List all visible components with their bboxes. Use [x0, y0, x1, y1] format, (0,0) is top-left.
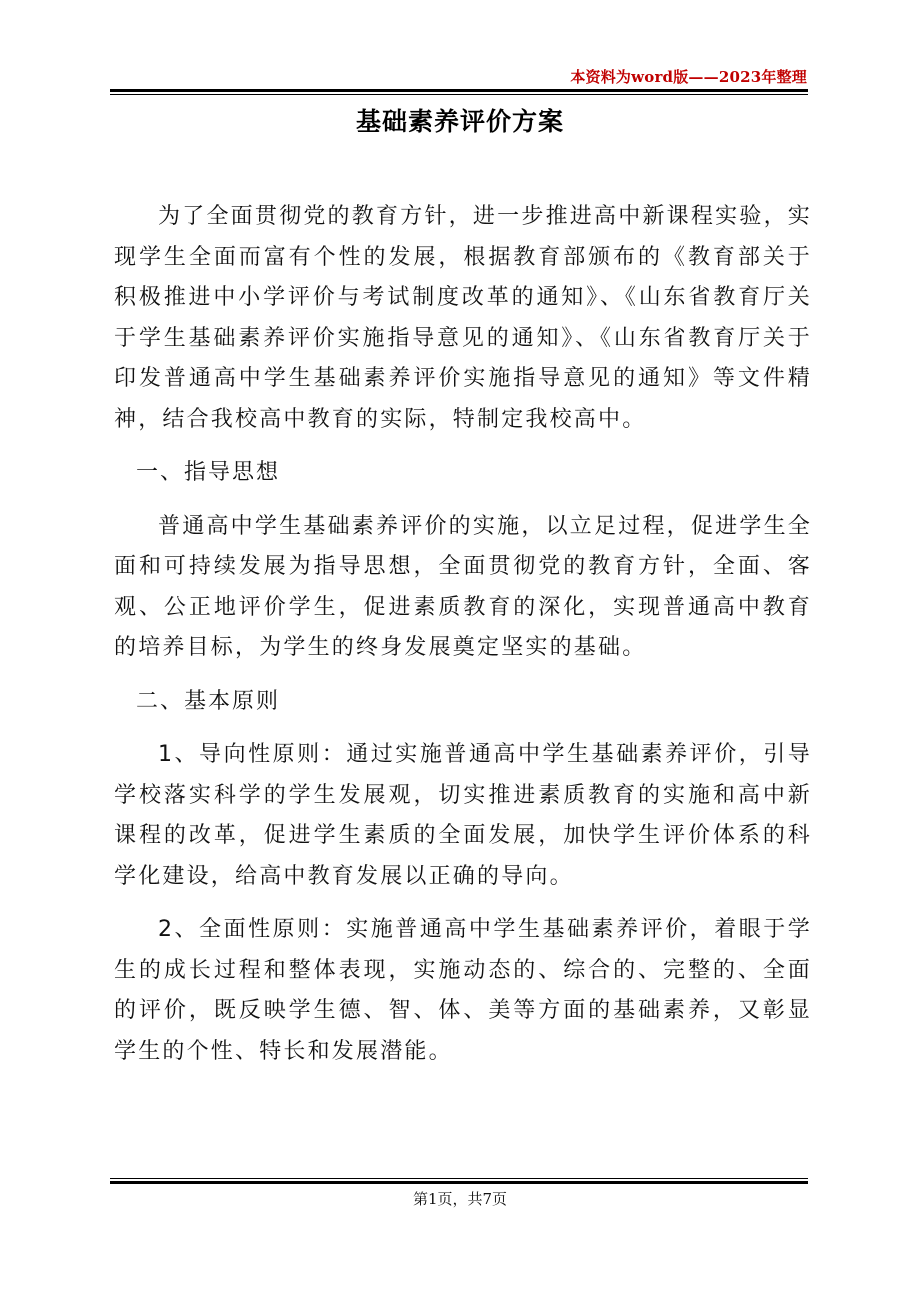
paragraph-guiding-ideology: 普通高中学生基础素养评价的实施，以立足过程，促进学生全面和可持续发展为指导思想，全面贯彻党的教育方针，全面、客观、公正地评价学生，促进素质教育的深化，实现普通高中教育的培养目标，为学生的终身发展奠定坚实的基础。	[114, 513, 812, 660]
header-rule-thin	[110, 94, 808, 95]
document-title: 基础素养评价方案	[355, 107, 564, 136]
footer-rule-thick	[110, 1181, 808, 1184]
header-note: 本资料为word版——2023年整理	[570, 68, 807, 86]
paragraph-intro: 为了全面贯彻党的教育方针，进一步推进高中新课程实验，实现学生全面而富有个性的发展，根据教育部颁布的《教育部关于积极推进中小学评价与考试制度改革的通知》、《山东省教育厅关于学生基础素养评价实施指导意见的通知》、《山东省教育厅关于印发普通高中学生基础素养评价实施指导意见的通知》等文件精神，结合我校高中教育的实际，特制定我校高中。	[114, 204, 812, 432]
section-heading-guiding-ideology: 一、指导思想	[136, 460, 281, 485]
paragraph-principle-guidance: 1、导向性原则：通过实施普通高中学生基础素养评价，引导学校落实科学的学生发展观，切实推进素质教育的实施和高中新课程的改革，促进学生素质的全面发展，加快学生评价体系的科学化建设，给高中教育发展以正确的导向。	[114, 742, 812, 889]
paragraph-principle-comprehensiveness: 2、全面性原则：实施普通高中学生基础素养评价，着眼于学生的成长过程和整体表现，实施动态的、综合的、完整的、全面的评价，既反映学生德、智、体、美等方面的基础素养，又彰显学生的个性、特长和发展潜能。	[114, 917, 812, 1064]
document-body	[114, 197, 812, 1085]
section-heading-basic-principles: 二、基本原则	[136, 688, 281, 714]
footer-rule-thin	[110, 1178, 808, 1179]
page-number: 第1页，共7页	[412, 1190, 508, 1208]
header-rule-thick	[110, 89, 808, 92]
